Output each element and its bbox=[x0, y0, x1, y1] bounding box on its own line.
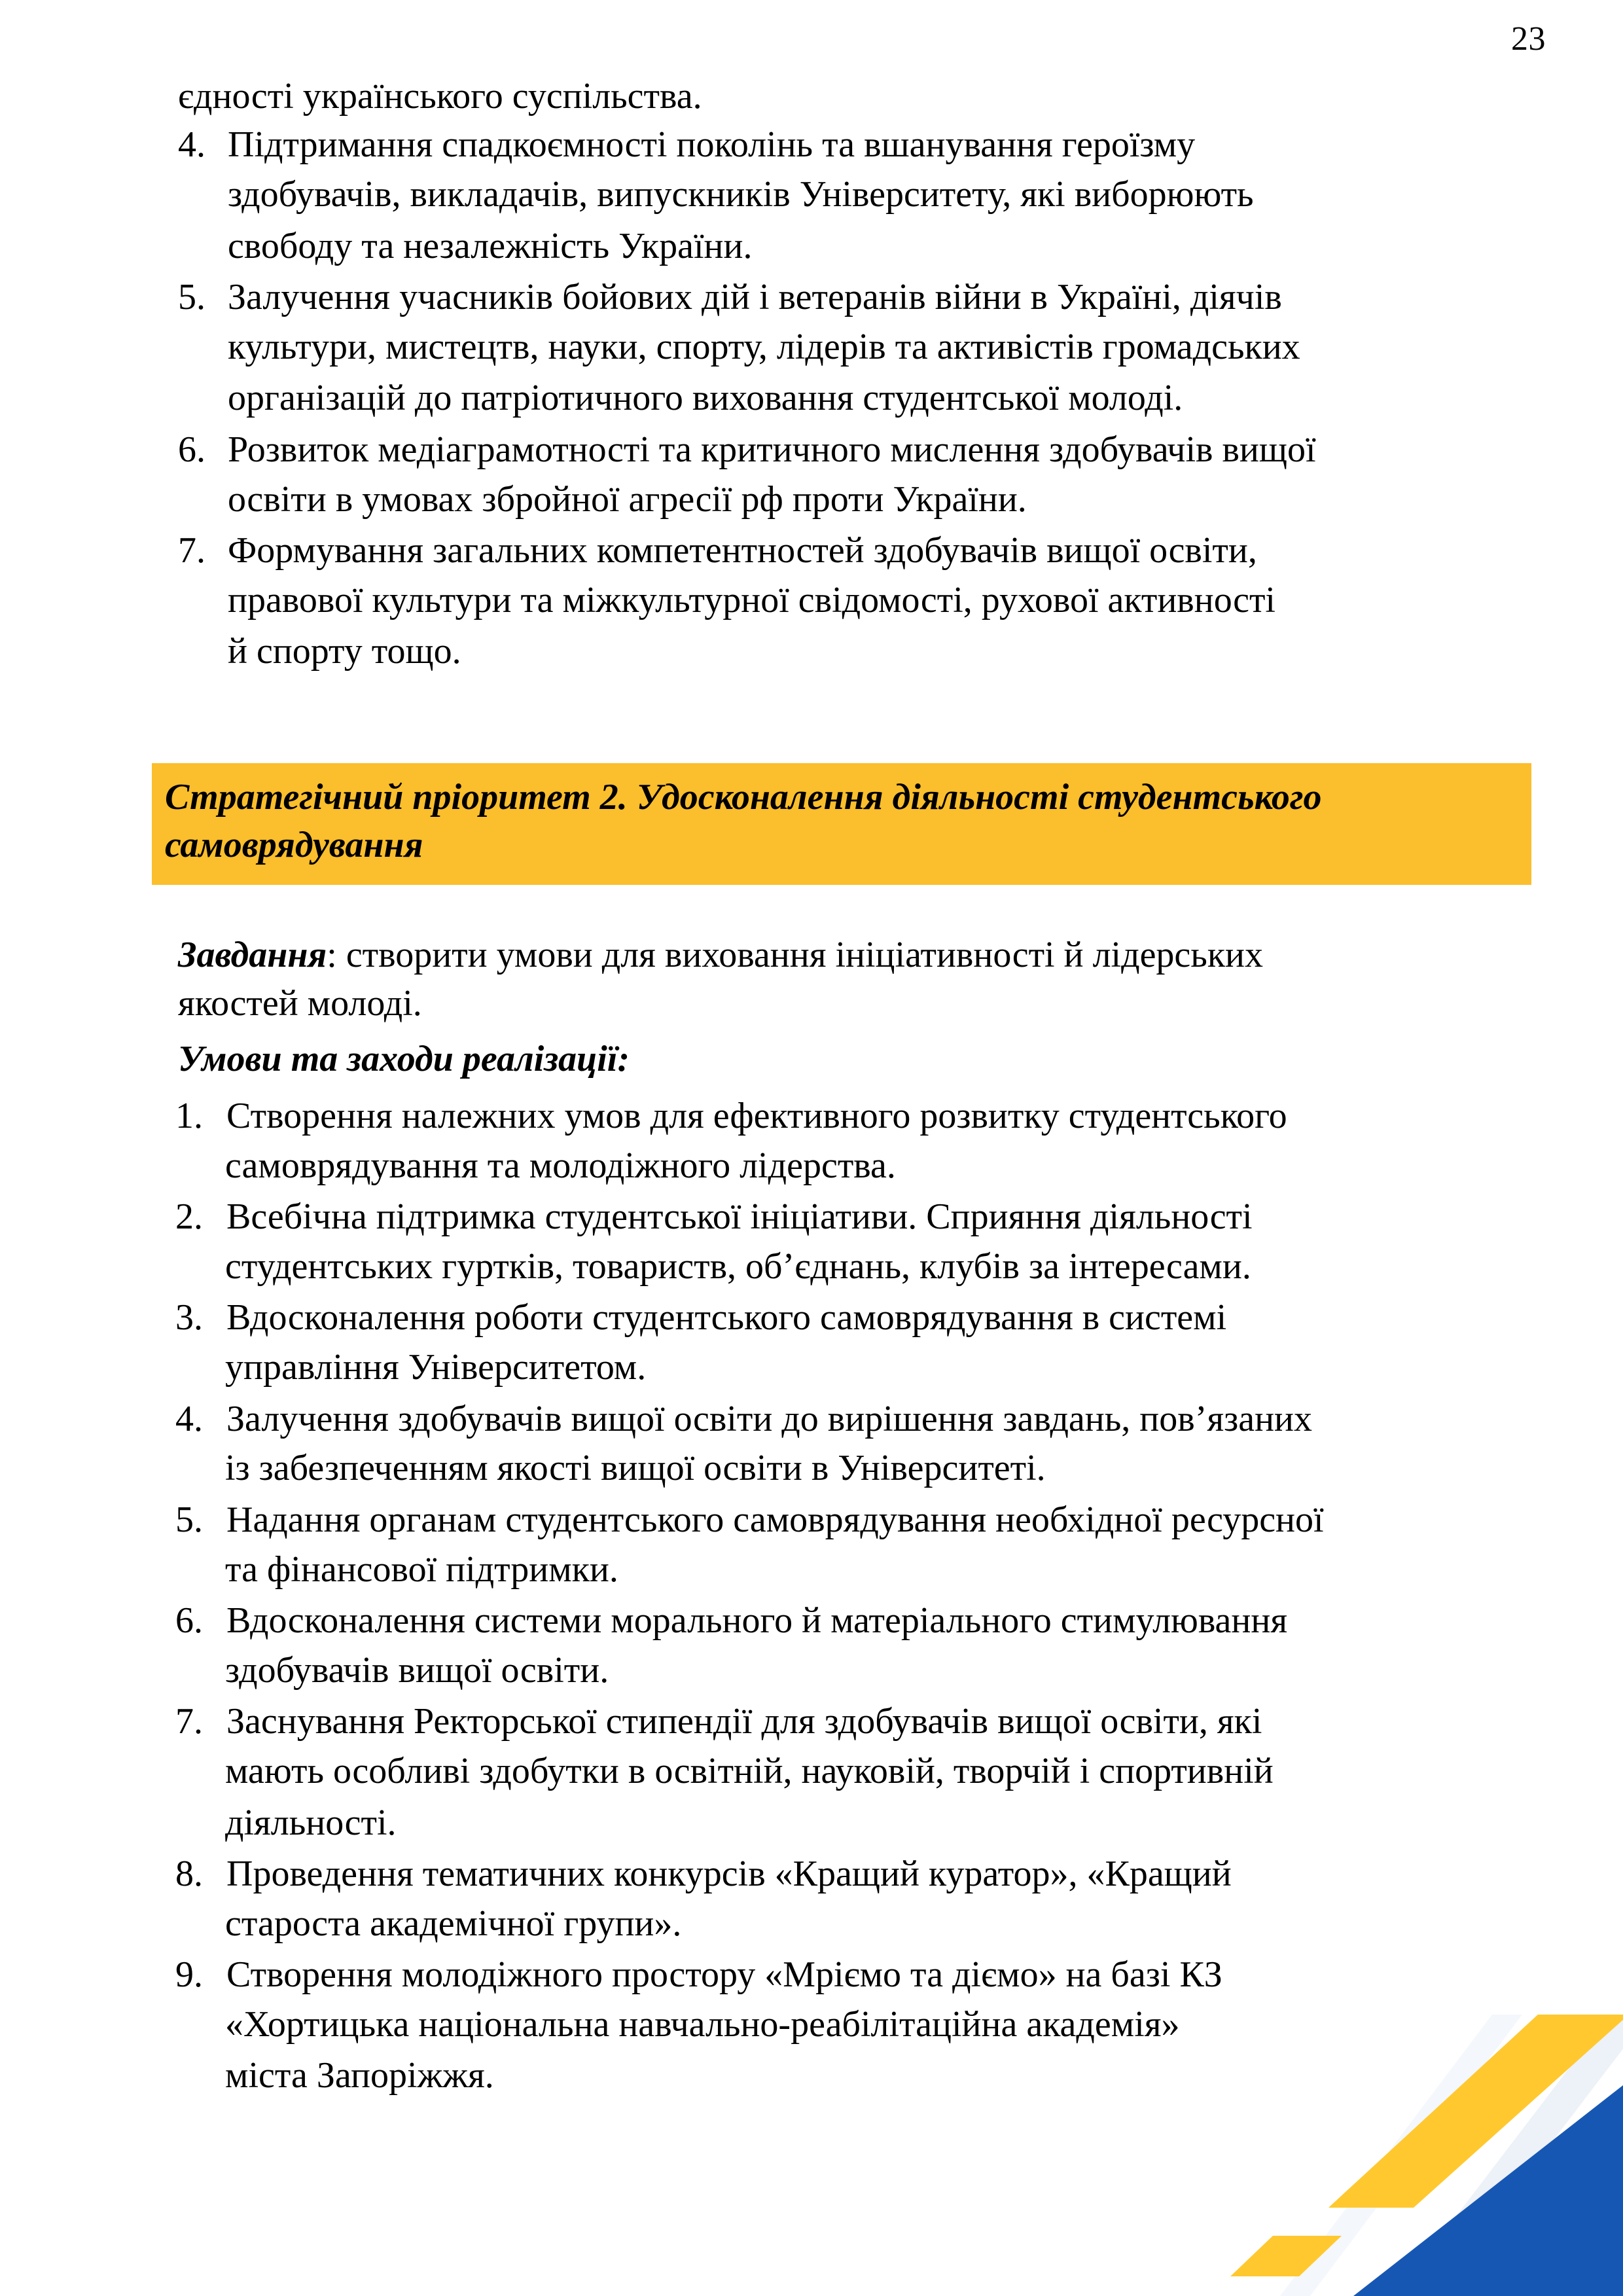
orphan-line: єдності українського суспільства. bbox=[178, 76, 702, 117]
list-item-text-line: Розвиток медіаграмотності та критичного мислення здобувачів вищої bbox=[228, 429, 1316, 470]
list-item-text-line: Надання органам студентського самоврядування необхідної ресурсної bbox=[226, 1499, 1324, 1540]
list-item-text-line: староста академічної групи». bbox=[225, 1903, 682, 1944]
list-item-text-line: Всебічна підтримка студентської ініціативи. Сприяння діяльності bbox=[226, 1196, 1253, 1238]
list-item-text-line: здобувачів вищої освіти. bbox=[225, 1649, 609, 1691]
list-item bbox=[175, 1697, 1537, 1746]
list-item-text-line: правової культури та міжкультурної свідомості, рухової активності bbox=[228, 579, 1275, 620]
list-item-text-line: освіти в умовах збройної агресії рф проти України. bbox=[228, 478, 1027, 520]
list-item-text-line: Залучення учасників бойових дій і ветеранів війни в Україні, діячів bbox=[228, 277, 1282, 318]
list-item-text-line: Підтримання спадкоємності поколінь та вшанування героїзму bbox=[228, 124, 1196, 166]
yellow-parallelogram bbox=[1230, 2236, 1342, 2276]
list-item-text-line: діяльності. bbox=[225, 1802, 397, 1843]
list-item-number: 3. bbox=[175, 1297, 203, 1338]
list-item-text-line: «Хортицька національна навчально-реабілітаційна академія» bbox=[225, 2003, 1180, 2045]
list-item-number: 6. bbox=[178, 429, 205, 470]
task-paragraph-line-2: якостей молоді. bbox=[178, 983, 422, 1024]
top-section bbox=[178, 72, 1534, 679]
task-label: Завдання bbox=[178, 935, 327, 975]
list-item-text-line: із забезпеченням якості вищої освіти в Університеті. bbox=[225, 1448, 1046, 1489]
list-item-number: 7. bbox=[175, 1701, 203, 1742]
list-item-text-line: здобувачів, викладачів, випускників Університету, які виборюють bbox=[228, 174, 1254, 215]
list-item-number: 6. bbox=[175, 1600, 203, 1641]
list-item-number: 8. bbox=[175, 1854, 203, 1894]
list-item-number: 5. bbox=[175, 1499, 203, 1540]
list-item-number: 5. bbox=[178, 277, 205, 318]
list-item bbox=[175, 1950, 1537, 2000]
list-item bbox=[178, 120, 1534, 170]
list-item-text-line: самоврядування та молодіжного лідерства. bbox=[225, 1145, 896, 1186]
list-item bbox=[175, 1596, 1537, 1645]
list-item-text-line: управління Університетом. bbox=[225, 1347, 647, 1388]
measures-section bbox=[177, 1092, 1537, 2103]
list-item-text-line: Заснування Ректорської стипендії для здобувачів вищої освіти, які bbox=[226, 1701, 1262, 1742]
list-item-text-line: мають особливі здобутки в освітній, науковій, творчій і спортивній bbox=[225, 1751, 1274, 1792]
list-item-number: 4. bbox=[175, 1398, 203, 1439]
list-item bbox=[175, 1092, 1537, 1141]
list-item-text-line: культури, мистецтв, науки, спорту, лідерів та активістів громадських bbox=[228, 326, 1300, 367]
list-item-number: 2. bbox=[175, 1196, 203, 1238]
list-item-text-line: міста Запоріжжя. bbox=[225, 2055, 494, 2096]
strategic-priority-line-2: самоврядування bbox=[165, 824, 423, 865]
list-item-number: 4. bbox=[178, 124, 205, 166]
page-number: 23 bbox=[1511, 20, 1546, 58]
list-item-text-line: Вдосконалення системи морального й матеріального стимулювання bbox=[226, 1600, 1288, 1641]
list-item-text-line: й спорту тощо. bbox=[228, 631, 461, 672]
list-item-text-line: свободу та незалежність України. bbox=[228, 225, 753, 266]
list-item-number: 9. bbox=[175, 1954, 203, 1996]
list-item bbox=[175, 1293, 1537, 1342]
list-item-number: 1. bbox=[175, 1096, 203, 1136]
list-item-text-line: Створення молодіжного простору «Мріємо та діємо» на базі КЗ bbox=[226, 1954, 1222, 1996]
blue-triangle bbox=[1353, 2085, 1623, 2296]
list-item bbox=[178, 425, 1534, 475]
strategic-priority-banner bbox=[152, 763, 1531, 885]
measures-subheading: Умови та заходи реалізації: bbox=[178, 1038, 630, 1079]
list-item bbox=[175, 1395, 1537, 1444]
strategic-priority-line-1: Стратегічний пріоритет 2. Удосконалення діяльності студентського bbox=[165, 777, 1322, 817]
measures-numbered-list bbox=[175, 1092, 1537, 2100]
list-item-text-line: та фінансової підтримки. bbox=[225, 1549, 618, 1590]
list-item-text-line: Вдосконалення роботи студентського самоврядування в системі bbox=[226, 1297, 1227, 1338]
list-item-text-line: Проведення тематичних конкурсів «Кращий куратор», «Кращий bbox=[226, 1854, 1232, 1894]
list-item-text-line: Створення належних умов для ефективного розвитку студентського bbox=[226, 1096, 1287, 1136]
list-item-text-line: Залучення здобувачів вищої освіти до вирішення завдань, пов’язаних bbox=[226, 1398, 1313, 1439]
list-item-text-line: Формування загальних компетентностей здобувачів вищої освіти, bbox=[228, 530, 1257, 571]
list-item bbox=[175, 1193, 1537, 1242]
list-item-number: 7. bbox=[178, 530, 205, 571]
task-text: : створити умови для виховання ініціативності й лідерських bbox=[327, 935, 1263, 975]
list-item bbox=[175, 1496, 1537, 1545]
task-paragraph bbox=[178, 931, 1534, 979]
list-item bbox=[175, 1850, 1537, 1899]
list-item-text-line: організацій до патріотичного виховання студентської молоді. bbox=[228, 378, 1183, 419]
task-block bbox=[178, 931, 1534, 1085]
list-item-text-line: студентських гуртків, товариств, об’єднань, клубів за інтересами. bbox=[225, 1246, 1251, 1287]
top-numbered-list bbox=[178, 120, 1534, 675]
list-item bbox=[178, 273, 1534, 322]
list-item bbox=[178, 526, 1534, 575]
